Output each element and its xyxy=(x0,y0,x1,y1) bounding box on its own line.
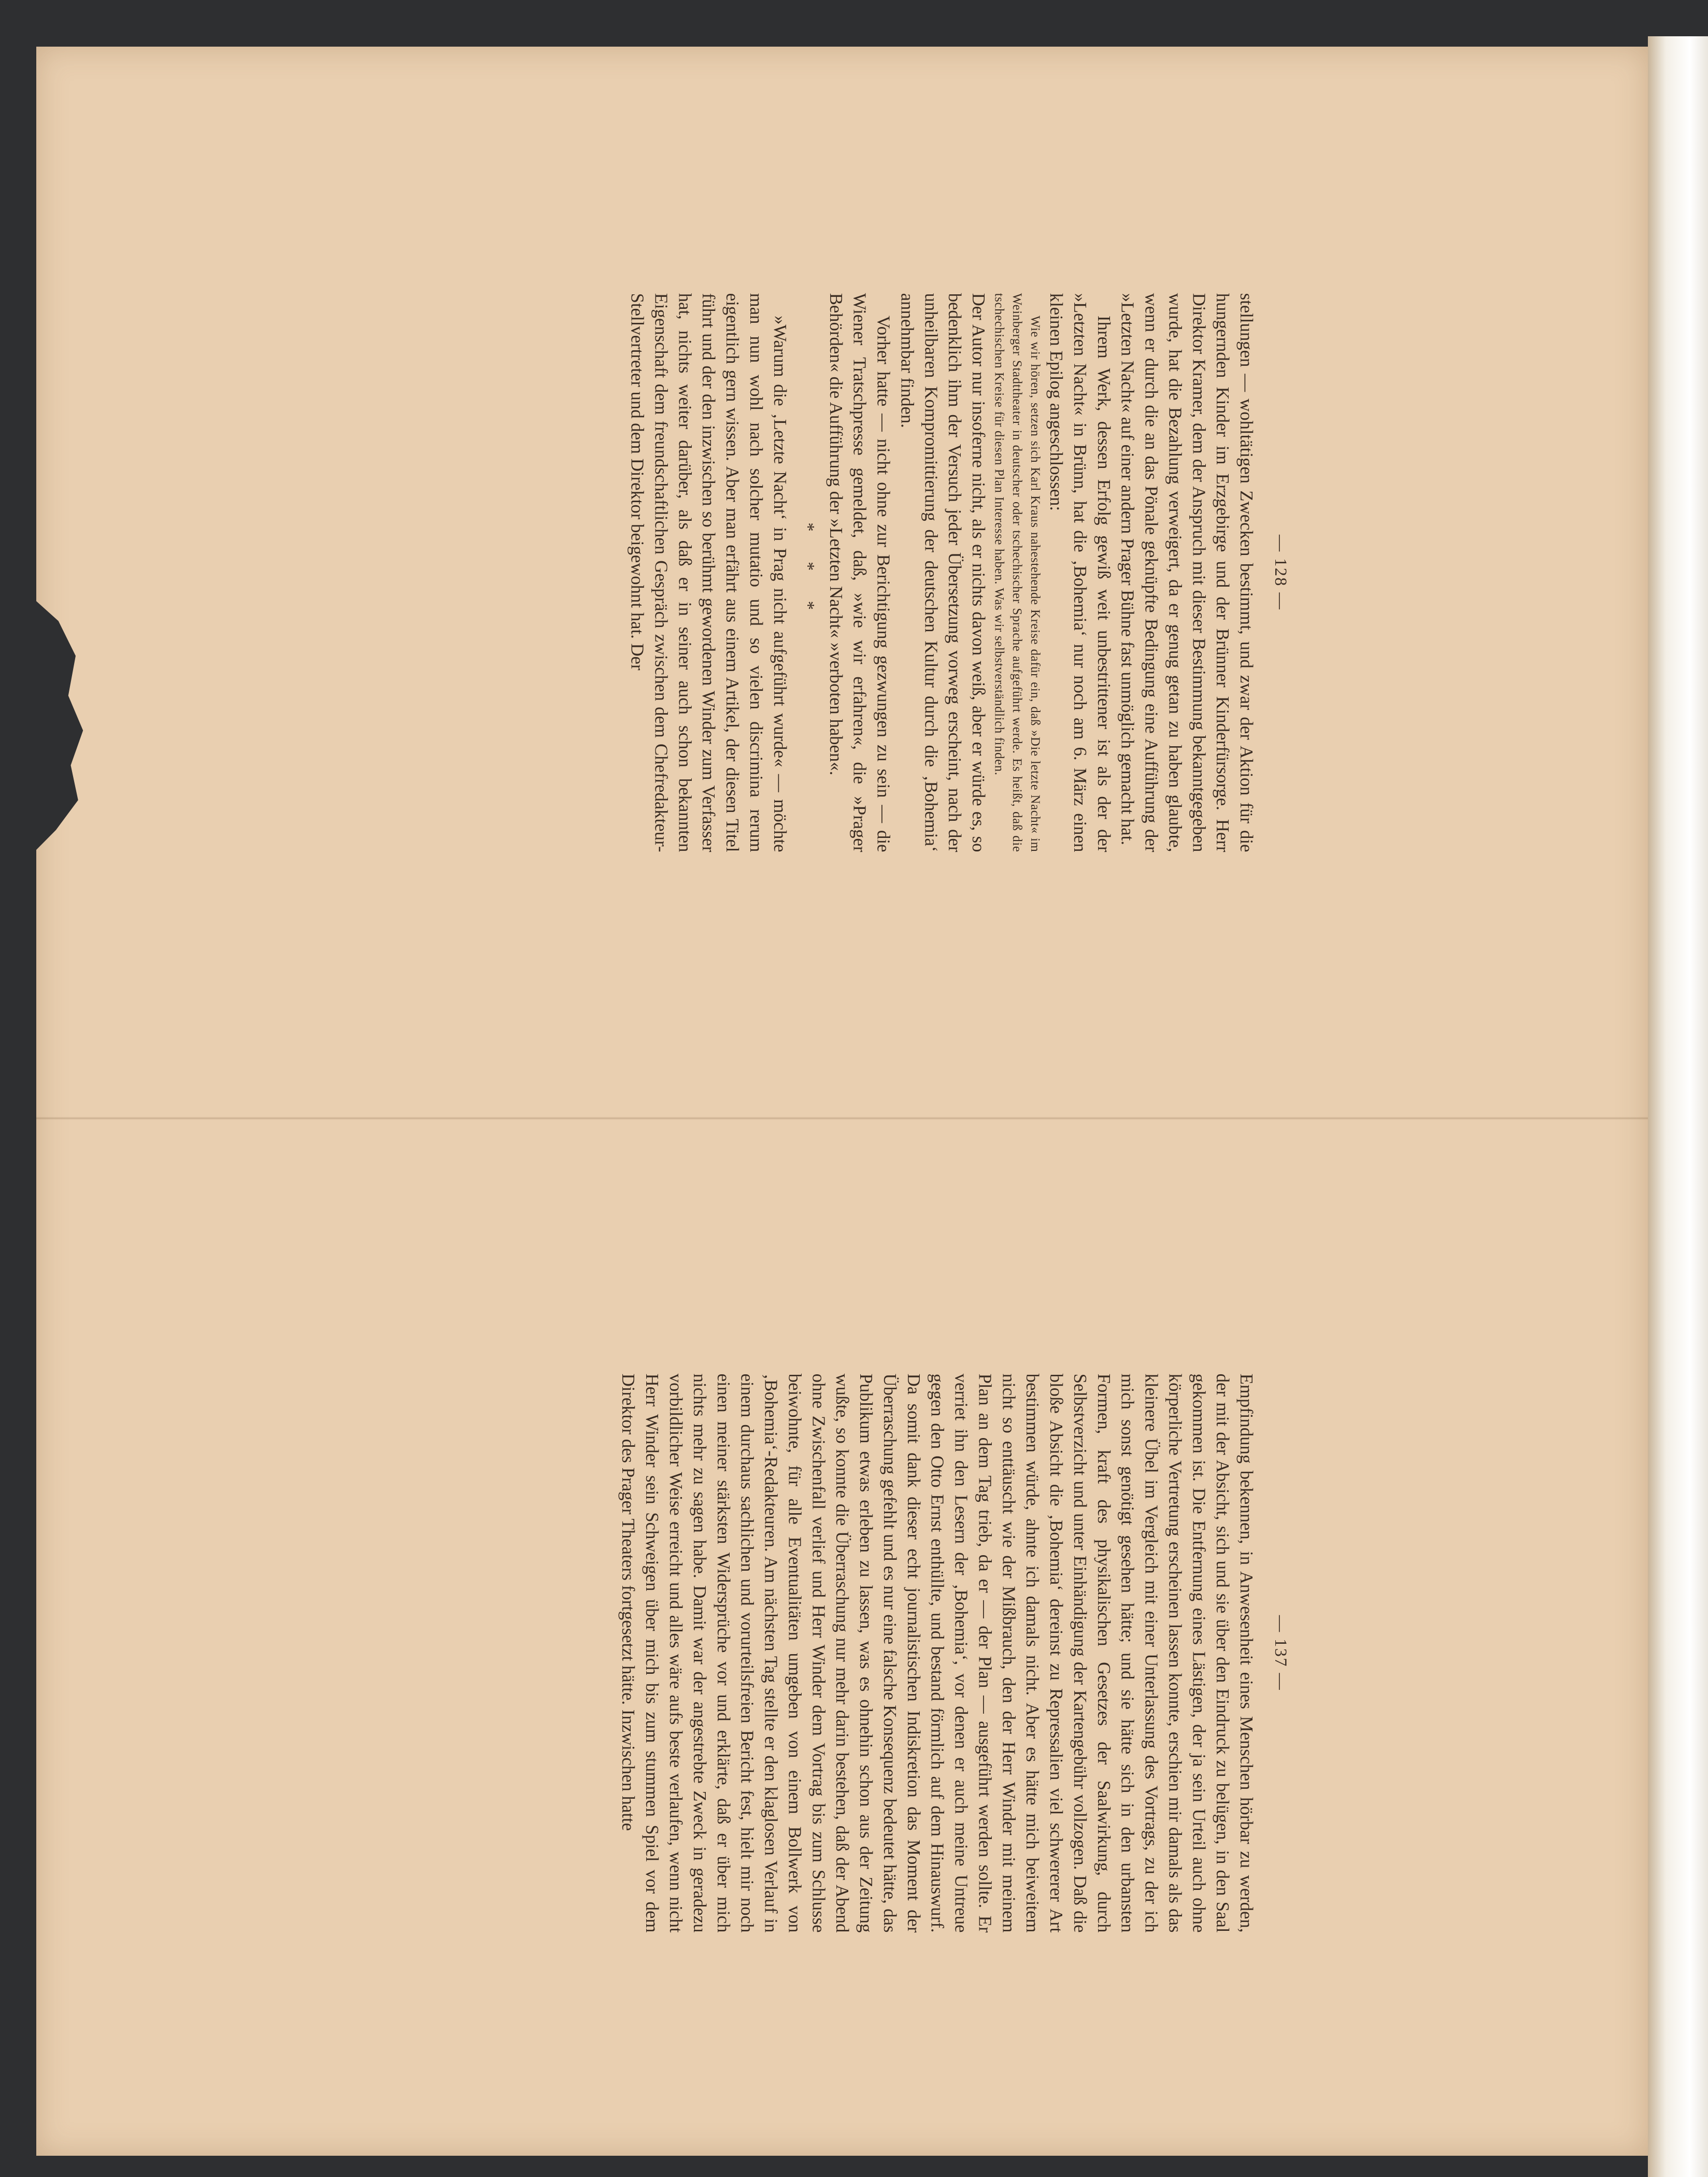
quoted-notice: Wie wir hören, setzen sich Karl Kraus nahestehende Kreise dafür ein, daß »Die letzte Nacht« im Weinberger Stadttheater in deutscher oder tschechischer Sprache aufgeführt werde. Es heißt, daß die tschechischen Kreise für diesen Plan Interesse haben. Was wir selbstverständlich finden. xyxy=(992,293,1043,852)
paragraph: »Warum die ‚Letzte Nacht‘ in Prag nicht aufgeführt wurde« — möchte man nun wohl nach solcher mutatio und so vielen discrimina rerum eigentlich gern wissen. Aber man erfährt aus einem Artikel, der diesen Titel führt und der den inzwischen so berühmt gewordenen Winder zum Verfasser hat, nichts weiter darüber, als daß er in seiner auch schon bekannten Eigenschaft dem freundschaftlichen Gespräch zwischen dem Chefredakteur-Stellvertreter und dem Direktor beigewohnt hat. Der xyxy=(627,293,790,852)
section-separator: * * * xyxy=(798,522,818,623)
page-number: — 137 — xyxy=(1271,1615,1290,1691)
center-fold xyxy=(36,1117,1648,1120)
paragraph: Vorher hatte — nicht ohne zur Berichtigung gezwungen zu sein — die Wiener Tratschpresse gemeldet, daß, »wie wir erfahren«, die »Prager Behörden« die Aufführung der »Letzten Nacht« »verboten haben«. xyxy=(825,293,893,852)
page-edge xyxy=(1648,36,1708,2177)
paragraph: stellungen — wohltätigen Zwecken bestimmt, und zwar der Aktion für die hungernden Kinder im Erzgebirge und der Brünner Kinderfürsorge. Herr Direktor Kramer, dem der Anspruch mit dieser Bestimmung bekanntgegeben wurde, hat die Bezahlung verweigert, da er genug getan zu haben glaubte, wenn er durch die an das Pönale geknüpfte Bedingung eine Aufführung der »Letzten Nacht« auf einer andern Prager Bühne fast unmöglich gemacht hat. xyxy=(1117,293,1257,852)
paragraph: Der Autor nur insoferne nicht, als er nichts davon weiß, aber er würde es, so bedenklich ihm der Versuch jeder Übersetzung vorweg erscheint, nach der unheilbaren Kompromittierung der deutschen Kultur durch die ‚Bohemia‘ annehmbar finden. xyxy=(897,293,989,852)
paragraph: Empfindung bekennen, in Anwesenheit eines Menschen hörbar zu werden, der mit der Absicht, sich und sie über den Eindruck zu belügen, in den Saal gekommen ist. Die Entfernung eines Lästigen, der ja sein Urteil auch ohne körperliche Vertretung erscheinen lassen konnte, erschien mir damals als das kleinere Übel im Vergleich mit einer Unterlassung des Vortrags, zu der ich mich sonst genötigt gesehen hätte; und sie hätte sich in den urbansten Formen, kraft des physikalischen Gesetzes der Saalwirkung, durch Selbstverzicht und unter Einhändigung der Kartengebühr vollzogen. Daß die bloße Absicht die ‚Bohemia‘ dereinst zu Repressalien viel schwererer Art bestimmen würde, ahnte ich damals nicht. Aber es hätte mich beiweitem nicht so enttäuscht wie der Mißbrauch, den der Herr Winder mit meinem Plan an dem Tag trieb, da er — der Plan — ausgeführt werden sollte. Er verriet ihn den Lesern der ‚Bohemia‘, vor denen er auch meine Untreue gegen den Otto Ernst enthüllte, und bestand förmlich auf dem Hinauswurf. Da somit dank dieser echt journalistischen Indiskretion das Moment der Überraschung gefehlt und es nur eine falsche Konsequenz bedeutet hätte, das Publikum etwas erleben zu lassen, was es ohnehin schon aus der Zeitung wußte, so konnte die Überraschung nur mehr darin bestehen, daß der Abend ohne Zwischenfall verlief und Herr Winder dem Vortrag bis zum Schlusse beiwohnte, für alle Eventualitäten umgeben von einem Bollwerk von ‚Bohemia‘-Redakteuren. Am nächsten Tag stellte er den klaglosen Verlauf in einem durchaus sachlichen und vorurteilsfreien Bericht fest, hielt mir noch einen meiner stärksten Widersprüche vor und erklärte, daß er über mich nichts mehr zu sagen habe. Damit war der angestrebte Zweck in geradezu vorbildlicher Weise erreicht und alles wäre aufs beste verlaufen, wenn nicht Herr Winder sein Schweigen über mich bis zum stummen Spiel vor dem Direktor des Prager Theaters fortgesetzt hätte. Inzwischen hatte xyxy=(618,1373,1257,1933)
paragraph: Ihrem Werk, dessen Erfolg gewiß weit unbestrittener ist als der der »Letzten Nacht« in Brünn, hat die ‚Bohemia‘ nur noch am 6. März einen kleinen Epilog angeschlossen: xyxy=(1046,293,1114,852)
page-128 xyxy=(435,293,1290,852)
page-137 xyxy=(435,1374,1290,1933)
page-number: — 128 — xyxy=(1271,534,1290,611)
